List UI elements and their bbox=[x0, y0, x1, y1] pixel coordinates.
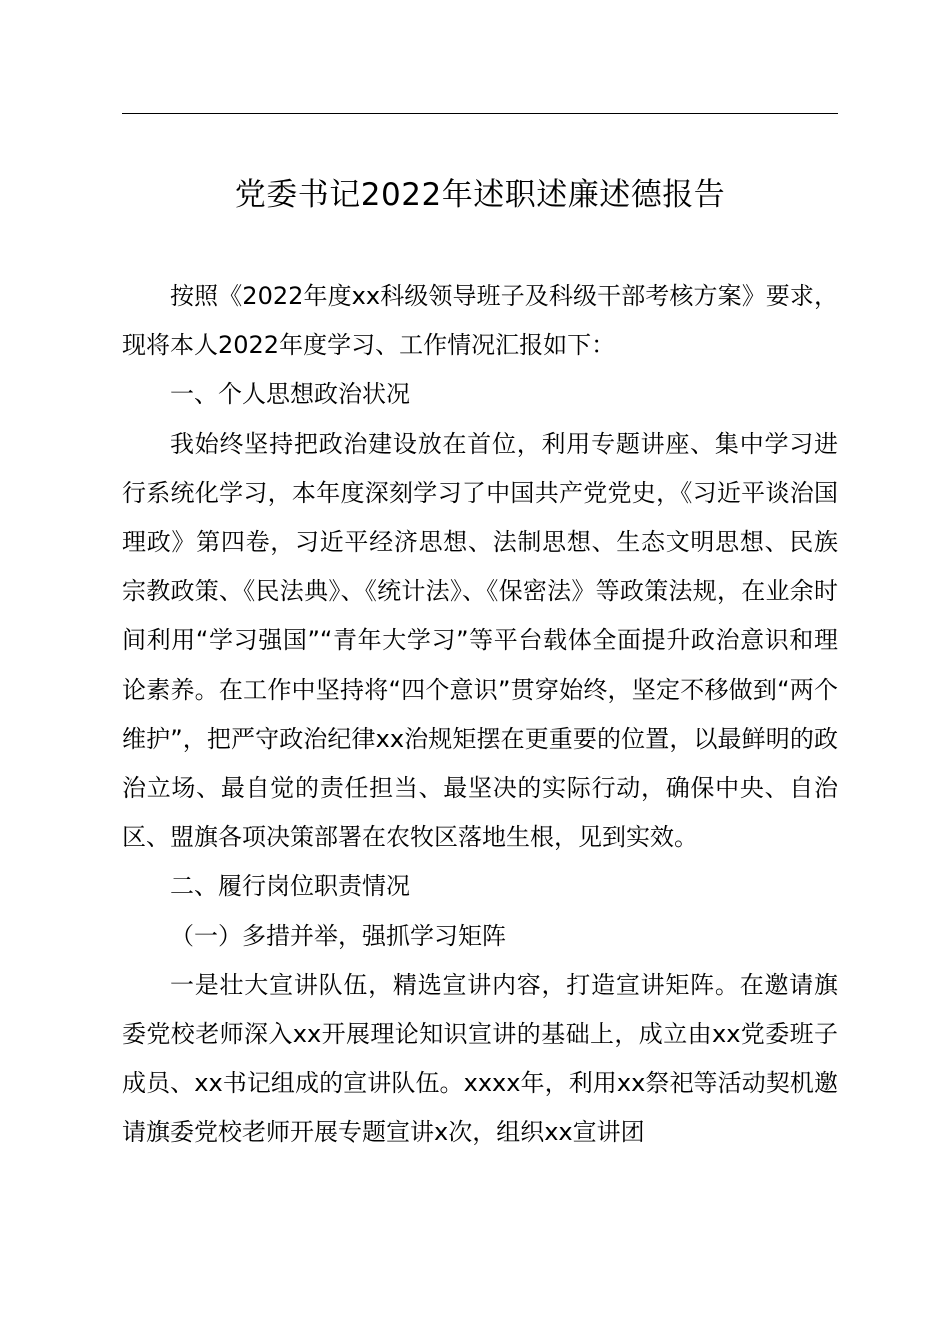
paragraph-intro: 按照《2022年度xx科级领导班子及科级干部考核方案》要求，现将本人2022年度学习、工作情况汇报如下： bbox=[122, 282, 838, 360]
paragraph-political-status: 我始终坚持把政治建设放在首位，利用专题讲座、集中学习进行系统化学习，本年度深刻学习了中国共产党党史，《习近平谈治国理政》第四卷，习近平经济思想、法制思想、生态文明思想、民族宗教政策、《民法典》、《统计法》、《保密法》等政策法规，在业余时间利用“学习强国”“青年大学习”等平台载体全面提升政治意识和理论素养。在工作中坚持将“四个意识”贯穿始终，坚定不移做到“两个维护”，把严守政治纪律xx治规矩摆在更重要的位置，以最鲜明的政治立场、最自觉的责任担当、最坚决的实际行动，确保中央、自治区、盟旗各项决策部署在农牧区落地生根，见到实效。 bbox=[122, 429, 838, 852]
document-body bbox=[122, 272, 838, 1158]
paragraph-study-matrix: 一是壮大宣讲队伍，精选宣讲内容，打造宣讲矩阵。在邀请旗委党校老师深入xx开展理论知识宣讲的基础上，成立由xx党委班子成员、xx书记组成的宣讲队伍。xxxx年，利用xx祭祀等活动契机邀请旗委党校老师开展专题宣讲x次，组织xx宣讲团 bbox=[122, 970, 838, 1147]
section-heading-2: 二、履行岗位职责情况 bbox=[170, 872, 410, 901]
subsection-heading-1: （一）多措并举，强抓学习矩阵 bbox=[170, 921, 506, 950]
header-rule bbox=[122, 113, 838, 114]
section-heading-1: 一、个人思想政治状况 bbox=[170, 380, 410, 409]
document-title: 党委书记2022年述职述廉述德报告 bbox=[234, 177, 726, 213]
